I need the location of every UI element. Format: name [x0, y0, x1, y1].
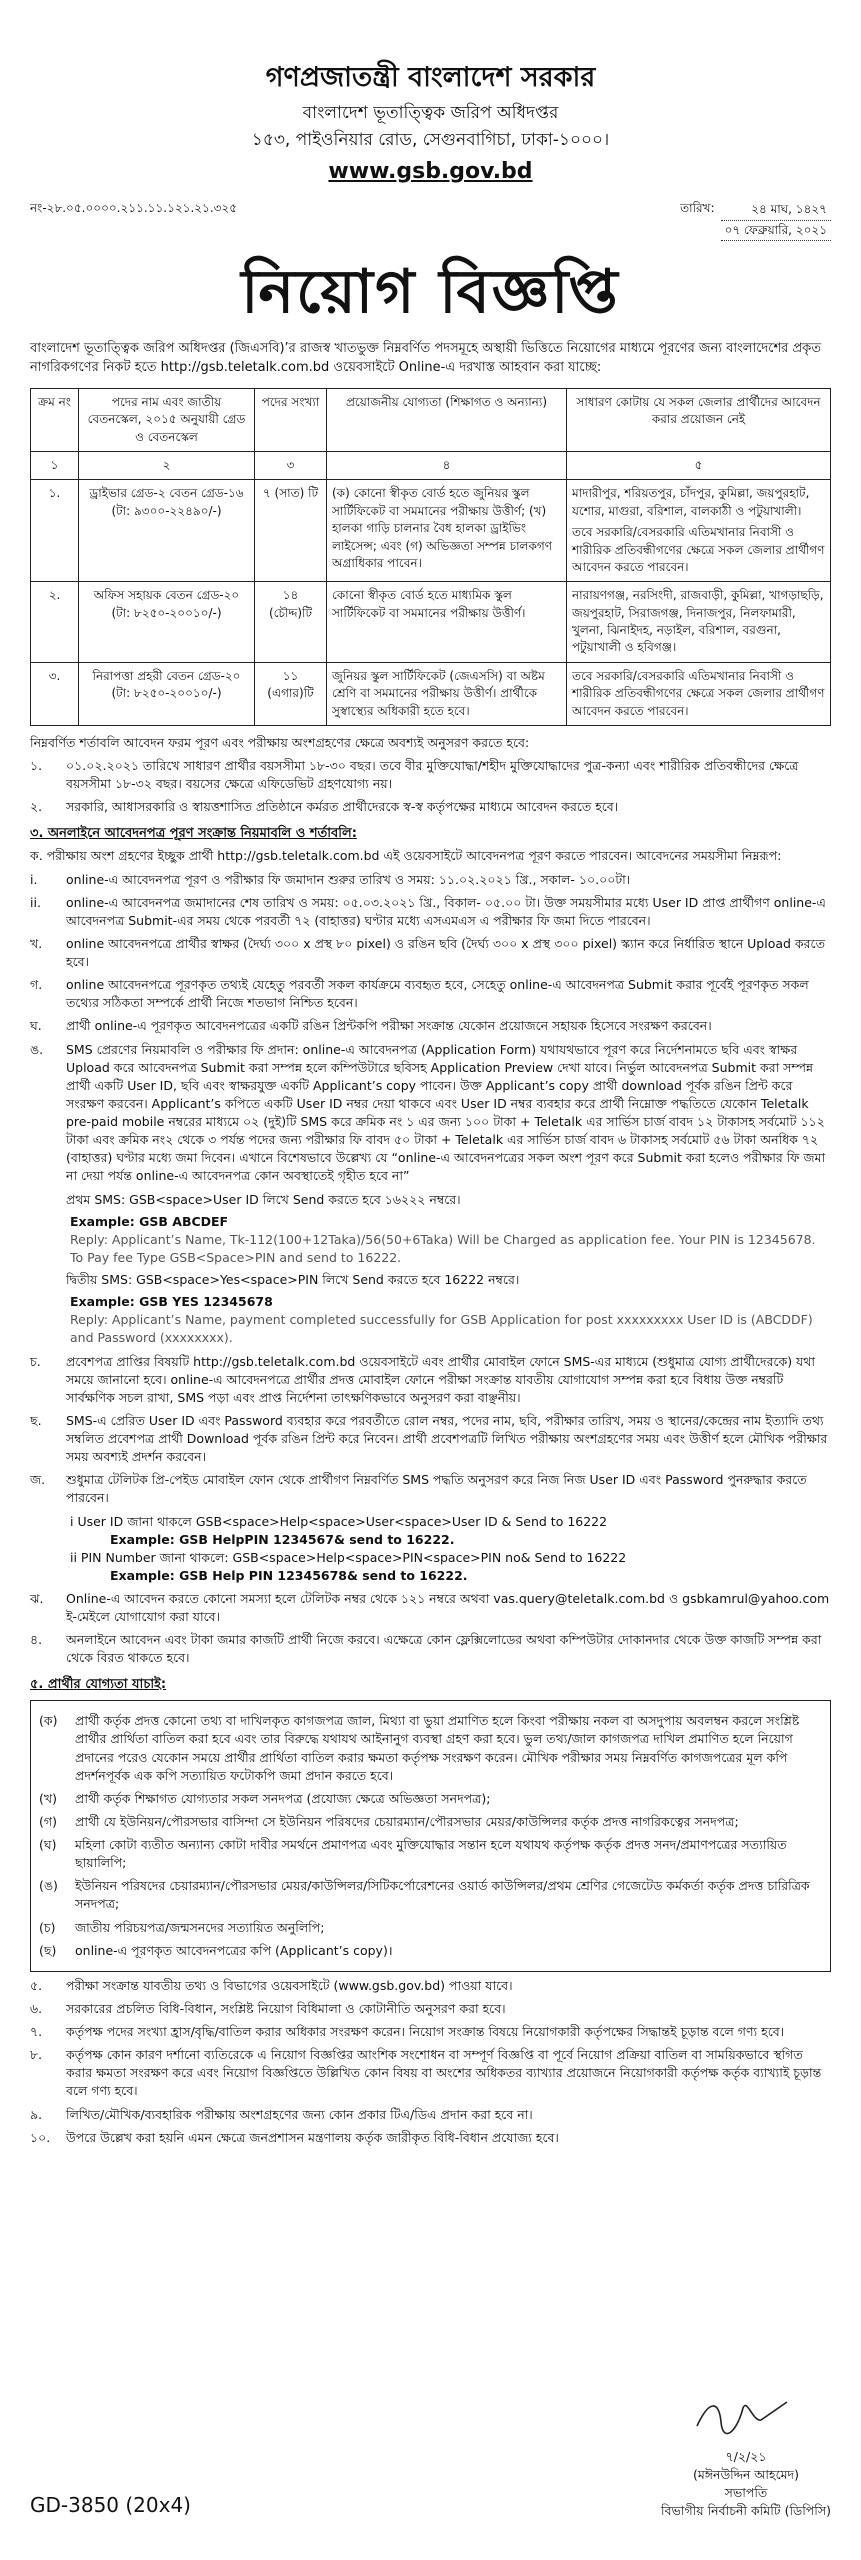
row-serial: ১. — [31, 480, 79, 582]
item-mark: (চ) — [39, 1919, 56, 1935]
item-mark: (ঘ) — [39, 1837, 57, 1853]
list-item — [30, 976, 831, 1012]
item-mark: ১. — [30, 758, 43, 774]
item-text: লিখিত/মৌখিক/ব্যবহারিক পরীক্ষায় অংশগ্রহণের জন্য কোন প্রকার টিএ/ডিএ প্রদান করা হবে না। — [66, 2106, 533, 2122]
item-text: online-এ আবেদনপত্র পূরণ ও পরীক্ষার ফি জমাদান শুরুর তারিখ ও সময়: ১১.০২.২০২১ খ্রি., সকাল- ১০.০০টা। — [66, 871, 631, 887]
item-text: প্রার্থী যে ইউনিয়ন/পৌরসভার বাসিন্দা সে ইউনিয়ন পরিষদের চেয়ারম্যান/পৌরসভার মেয়র/কাউন্সিলর কর্তৃক প্রদত্ত নাগরিকত্বের সনদপত্র; — [75, 1813, 739, 1829]
row-post: অফিস সহায়ক বেতন গ্রেড-২০ (টা: ৮২৫০-২০০১০/-) — [79, 582, 255, 663]
row-districts: মাদারীপুর, শরিয়তপুর, চাঁদপুর, কুমিল্লা, জয়পুরহাট, যশোর, মাগুরা, বরিশাল, বালকাঠী ও পটুয়াখালী। — [572, 486, 810, 518]
recovery-ii-example: Example: GSB Help PIN 12345678& send to 16222. — [110, 1567, 468, 1583]
item-mark: ৮. — [30, 2047, 43, 2063]
row-serial: ২. — [31, 582, 79, 663]
item-text: কর্তৃপক্ষ কোন কারণ দর্শানো ব্যতিরেকে এ নিয়োগ বিজ্ঞপ্তির আংশিক সংশোধন বা সম্পূর্ণ বিজ্ঞপ্তি বা পূর্বে নিয়োগ প্রক্রিয়া বাতিল বা সাময়িকভাবে স্থগিত করার ক্ষমতা সংরক্ষণ করে এবং নিয়োগ বিজ্ঞপ্তিতে উল্লিখিত কোন বিষয় বা অংশের অধিকতর ব্যাখ্যার প্রয়োজনে নিয়োগকারী কর্তৃপক্ষ কর্তৃক ব্যাখ্যাই চূড়ান্ত বলে গণ্য হবে। — [66, 2047, 822, 2099]
website-link[interactable]: www.gsb.gov.bd — [328, 159, 533, 185]
item-text: সরকারের প্রচলিত বিধি-বিধান, সংশ্লিষ্ট নিয়োগ বিধিমালা ও কোটানীতি অনুসরণ করা হবে। — [66, 2000, 506, 2016]
item-mark: (ক) — [39, 1713, 58, 1729]
item-text: online-এ পূরণকৃত আবেদনপত্রের কপি (Applicant’s copy)। — [75, 1942, 393, 1958]
reference-row — [30, 200, 831, 241]
rules3-list — [30, 1590, 831, 1668]
list-item — [30, 1412, 831, 1466]
online-heading: ৩. অনলাইনে আবেদনপত্র পূরণ সংক্রান্ত নিয়মাবলি ও শর্তাবলি: — [30, 825, 357, 841]
signature-date: ৭/২/২১ — [725, 2448, 767, 2464]
sms-first-reply: Reply: Applicant’s Name, Tk-112(100+12Taka)/56(50+6Taka) Will be Charged as application fee. Your PIN is 12345678. To Pay fee Type GSB<Space>PIN and send to 16222. — [70, 1231, 816, 1265]
list-item — [30, 1631, 831, 1667]
item-text: online-এ আবেদনপত্র জমাদানের শেষ তারিখ ও সময়: ০৫.০৩.২০২১ খ্রি., বিকাল- ০৫.০০ টা। উক্ত সময়সীমার মধ্যে User ID প্রাপ্ত প্রার্থীগণ online-এ আবেদনপত্র Submit-এর সময় থেকে পরবর্তী ৭২ (বাহাত্তর) ঘণ্টার মধ্যে এসএমএস এ পরীক্ষার ফি জমা দিতে পারবেন। — [66, 894, 826, 928]
col-header-post: পদের নাম এবং জাতীয় বেতনস্কেল, ২০১৫ অনুযায়ী গ্রেড ও বেতনস্কেল — [79, 388, 255, 451]
list-item — [30, 871, 831, 889]
gd-code: GD-3850 (20x4) — [30, 2493, 191, 2517]
item-text: online আবেদনপত্রে প্রার্থীর স্বাক্ষর (দৈর্ঘ্য ৩০০ x প্রস্থ ৮০ pixel) ও রঙিন ছবি (দৈর্ঘ্য ৩০০ x প্রস্থ ৩০০ pixel) স্ক্যান করে নির্ধারিত স্থানে Upload করতে হবে। — [66, 935, 825, 969]
item-text: কর্তৃপক্ষ পদের সংখ্যা হ্রাস/বৃদ্ধি/বাতিল করার অধিকার সংরক্ষণ করেন। নিয়োগ সংক্রান্ত বিষয়ে নিয়োগকারী কর্তৃপক্ষের সিদ্ধান্তই চূড়ান্ত বলে গণ্য হবে। — [66, 2024, 785, 2040]
item-mark: ছ. — [30, 1412, 42, 1428]
table-row — [31, 480, 831, 582]
col-number: ১ — [31, 451, 79, 479]
item-text: ০১.০২.২০২১ তারিখে সাধারণ প্রার্থীর বয়সসীমা ১৮-৩০ বছর। তবে বীর মুক্তিযোদ্ধা/শহীদ মুক্তিযোদ্ধাদের পুত্র-কন্যা এবং শারীরিক প্রতিবন্ধীদের ক্ষেত্রে বয়সসীমা ১৮-৩২ বছর। বয়সের ক্ষেত্রে এফিডেভিট গ্রহণযোগ্য নয়। — [66, 758, 799, 792]
list-item — [30, 1041, 831, 1186]
list-item — [39, 1712, 822, 1785]
item-text: Online-এ আবেদন করতে কোনো সমস্যা হলে টেলিটক নম্বর থেকে ১২১ নম্বরে অথবা vas.query@teletalk.com.bd ও gsbkamrul@yahoo.com ই-মেইলে যোগাযোগ করা যাবে। — [66, 1591, 830, 1625]
item-mark: ৫. — [30, 1977, 43, 1993]
online-apply-text: ক. পরীক্ষায় অংশ গ্রহণের ইচ্ছুক প্রার্থী http://gsb.teletalk.com.bd এই ওয়েবসাইটে আবেদনপত্র পূরণ করতে পারবেন। আবেদনের সময়সীমা নিম্নরূপ: — [30, 848, 782, 864]
table-header-row — [31, 388, 831, 451]
list-item — [30, 1471, 831, 1507]
item-text: অনলাইনে আবেদন এবং টাকা জমার কাজটি প্রার্থী নিজে করবে। এক্ষেত্রে কোন ফ্লেক্সিলোডের অথবা কম্পিউটার দোকানদার থেকে উক্ত কাজটি সম্পন্ন করা থেকে বিরত থাকতে হবে। — [66, 1632, 822, 1666]
row-districts: নারায়ণগঞ্জ, নরসিংদী, রাজবাড়ী, কুমিল্লা, খাগড়াছড়ি, জয়পুরহাট, সিরাজগঞ্জ, দিনাজপুর, নিলফামারী, খুলনা, ঝিনাইদহ, নড়াইল, বরিশাল, বরগুনা, পটুয়াখালী ও হবিগঞ্জ। — [567, 582, 831, 663]
list-item — [39, 1836, 822, 1872]
list-item — [39, 1877, 822, 1913]
col-number: ৫ — [567, 451, 831, 479]
memo-number: নং-২৮.০৫.০০০০.২১১.১১.১২১.২১.৩২৫ — [30, 201, 238, 216]
item-mark: (ছ) — [39, 1942, 57, 1958]
item-text: উপরে উল্লেখ করা হয়নি এমন ক্ষেত্রে জনপ্রশাসন মন্ত্রণালয় কর্তৃক জারীকৃত বিধি-বিধান প্রযোজ্য হবে। — [66, 2129, 559, 2145]
list-item — [30, 1590, 831, 1626]
notice-intro: বাংলাদেশ ভূতাত্ত্বিক জরিপ অধিদপ্তর (জিএসবি)’র রাজস্ব খাতভুক্ত নিম্নবর্ণিত পদসমূহে অস্থায়ী ভিত্তিতে নিয়োগের মাধ্যমে পূরণের জন্য বাংলাদেশের প্রকৃত নাগরিকগণের নিকট হতে http://gsb.teletalk.com.bd ওয়েবসাইটে Online-এ দরখাস্ত আহবান করা যাচ্ছে: — [30, 341, 822, 375]
final-points-list — [30, 1977, 831, 2147]
item-mark: ৬. — [30, 2000, 43, 2016]
item-mark: (খ) — [39, 1790, 57, 1806]
row-serial: ৩. — [31, 662, 79, 725]
timeline-list — [30, 871, 831, 930]
item-mark: ঙ. — [30, 1041, 44, 1057]
notice-footer — [30, 2392, 831, 2520]
item-mark: ৪. — [30, 1632, 43, 1648]
sms-second-reply: Reply: Applicant’s Name, payment completed successfully for GSB Application for post xxxxxxxxx User ID is (ABCDDF) and Password (xxxxxxxx). — [70, 1312, 813, 1346]
recovery-ii-text: ii PIN Number জানা থাকলে: GSB<space>Help<space>PIN<space>PIN no& Send to 16222 — [70, 1549, 627, 1565]
row-qualification: কোনো স্বীকৃত বোর্ড হতে মাধ্যমিক স্কুল সার্টিফিকেট বা সমমানের পরীক্ষায় উত্তীর্ণ। — [327, 582, 567, 663]
row-post: নিরাপত্তা প্রহরী বেতন গ্রেড-২০ (টা: ৮২৫০-২০০১০/-) — [79, 662, 255, 725]
department-name: বাংলাদেশ ভূতাত্ত্বিক জরিপ অধিদপ্তর — [302, 103, 559, 124]
date-label: তারিখ: — [680, 201, 715, 216]
sms-first-label: প্রথম SMS: GSB<space>User ID লিখে Send করতে হবে ১৬২২২ নম্বরে। — [66, 1191, 461, 1207]
signer-committee: বিভাগীয় নির্বাচনী কমিটি (ডিপিসি) — [661, 2502, 831, 2518]
item-text: ইউনিয়ন পরিষদের চেয়ারম্যান/পৌরসভার মেয়র/কাউন্সিলর/সিটিকর্পোরেশনের ওয়ার্ড কাউন্সিলর/প্রথম শ্রেণির গেজেটেড কর্মকর্তা কর্তৃক প্রদত্ত চারিত্রিক সনদপত্র; — [75, 1878, 810, 1912]
item-text: SMS-এ প্রেরিত User ID এবং Password ব্যবহার করে পরবর্তীতে রোল নম্বর, পদের নাম, ছবি, পরীক্ষার তারিখ, সময় ও স্থানের/কেন্দ্রের নাম ইত্যাদি তথ্য সম্বলিত প্রবেশপত্র প্রার্থী Download পূর্বক রঙিন প্রিন্ট করে নিবেন। প্রার্থী প্রবেশপত্রটি লিখিত পরীক্ষায় অংশগ্রহণের সময় এবং উত্তীর্ণ হলে মৌখিক পরীক্ষার সময় অবশ্যই প্রদর্শন করবেন। — [66, 1412, 828, 1465]
row-qualification: জুনিয়র স্কুল সার্টিফিকেট (জেএসসি) বা অষ্টম শ্রেণি বা সমমানের পরীক্ষায় উত্তীর্ণ। প্রার্থীকে সুস্বাস্থ্যের অধিকারী হতে হবে। — [327, 662, 567, 725]
item-mark: ২. — [30, 799, 43, 815]
item-text: প্রবেশপত্র প্রাপ্তির বিষয়টি http://gsb.teletalk.com.bd ওয়েবসাইটে এবং প্রার্থীর মোবাইল ফোনে SMS-এর মাধ্যমে (শুধুমাত্র যোগ্য প্রার্থীদেরকে) যথা সময়ে জানানো হবে। online-এ আবেদনপত্রে প্রার্থীর প্রদত্ত মোবাইল ফোনে পরীক্ষা সংক্রান্ত যাবতীয় যোগাযোগ সম্পন্ন করা হবে বিধায় উক্ত নম্বরটি সার্বক্ষণিক সচল রাখা, SMS পড়া এবং প্রাপ্ত নির্দেশনা তাৎক্ষণিকভাবে অনুসরণ করা বাঞ্ছনীয়। — [66, 1353, 815, 1405]
date-english: ০৭ ফেব্রুয়ারি, ২০২১ — [721, 221, 831, 241]
item-mark: খ. — [30, 935, 43, 951]
row-districts-cell — [567, 480, 831, 582]
item-mark: চ. — [30, 1353, 41, 1369]
item-mark: (ঙ) — [39, 1878, 58, 1894]
notice-title: নিয়োগ বিজ্ঞপ্তি — [241, 257, 620, 328]
date-bangla: ২৪ মাঘ, ১৪২৭ — [721, 200, 831, 220]
list-item — [30, 2000, 831, 2018]
recovery-i-example: Example: GSB HelpPIN 1234567& send to 16222. — [110, 1531, 455, 1547]
list-item — [30, 757, 831, 793]
item-mark: i. — [30, 871, 38, 887]
item-text: মহিলা কোটা ব্যতীত অন্যান্য কোটা দাবীর সমর্থনে প্রমাণপত্র এবং মুক্তিযোদ্ধার সন্তান হলে যথাযথ কর্তৃপক্ষ কর্তৃক প্রদত্ত সনদ/প্রমাণপত্রের সত্যায়িত ছায়ালিপি; — [75, 1837, 787, 1871]
item-text: শুধুমাত্র টেলিটক প্রি-পেইড মোবাইল ফোন থেকে প্রার্থীগণ নিম্নবর্ণিত SMS পদ্ধতি অনুসরণ করে নিজ নিজ User ID এবং Password পুনরুদ্ধার করতে পারবেন। — [66, 1472, 807, 1506]
item-mark: (গ) — [39, 1813, 57, 1829]
col-header-qualification: প্রয়োজনীয় যোগ্যতা (শিক্ষাগত ও অন্যান্য) — [327, 388, 567, 451]
item-mark: জ. — [30, 1472, 46, 1488]
column-number-row — [31, 451, 831, 479]
item-text: জাতীয় পরিচয়পত্র/জন্মসনদের সত্যায়িত অনুলিপি; — [75, 1919, 325, 1935]
sms-second-example: Example: GSB YES 12345678 — [70, 1294, 273, 1310]
col-number: ৩ — [255, 451, 327, 479]
signer-name: (মঈনউদ্দিন আহমেদ) — [693, 2466, 799, 2482]
recovery-i-text: i User ID জানা থাকলে GSB<space>Help<space>User<space>User ID & Send to 16222 — [70, 1513, 608, 1529]
table-row — [31, 582, 831, 663]
row-districts-note: তবে সরকারি/বেসরকারি এতিমখানার নিবাসী ও শারীরিক প্রতিবন্ধীগণের ক্ষেত্রে সকল জেলার প্রার্থীগণ আবেদন করতে পারবেন। — [572, 525, 825, 574]
table-row — [31, 662, 831, 725]
col-header-serial: ক্রম নং — [31, 388, 79, 451]
list-item — [30, 894, 831, 930]
verification-list — [39, 1712, 822, 1960]
sms-second-label: দ্বিতীয় SMS: GSB<space>Yes<space>PIN লিখে Send করতে হবে 16222 নম্বরে। — [66, 1272, 520, 1287]
verification-box — [30, 1700, 831, 1972]
department-address: ১৫৩, পাইওনিয়ার রোড, সেগুনবাগিচা, ঢাকা-১০০০। — [251, 129, 610, 150]
row-count: ১৪ (চৌদ্দ)টি — [255, 582, 327, 663]
item-text: পরীক্ষা সংক্রান্ত যাবতীয় তথ্য ও বিভাগের ওয়েবসাইটে (www.gsb.gov.bd) পাওয়া যাবে। — [66, 1977, 513, 1993]
list-item — [30, 1017, 831, 1035]
list-item — [39, 1919, 822, 1937]
list-item — [39, 1942, 822, 1960]
item-text: প্রার্থী কর্তৃক প্রদত্ত কোনো তথ্য বা দাখিলকৃত কাগজপত্র জাল, মিথ্যা বা ভুয়া প্রমাণিত হলে কিংবা পরীক্ষায় নকল বা অসদুপায় অবলম্বন করলে সংশ্লিষ্ট প্রার্থীর প্রার্থিতা বাতিল করা হবে এবং তার বিরুদ্ধে যথাযথ আইনানুগ ব্যবস্থা গ্রহণ করা হবে। ভুল তথ্য/জাল কাগজপত্র দাখিল প্রমাণিত হলে নিয়োগ প্রদানের পরেও যেকোন সময়ে প্রার্থীর প্রার্থিতা বাতিল করার ক্ষমতা কর্তৃপক্ষ সংরক্ষণ করেন। মৌখিক পরীক্ষার সময় নিম্নবর্ণিত কাগজপত্রের মূল কপি প্রদর্শনপূর্বক এক কপি সত্যায়িত ফটোকপি জমা প্রদান করতে হবে। — [75, 1713, 800, 1783]
list-item — [39, 1790, 822, 1808]
rules2-list — [30, 1353, 831, 1508]
item-text: প্রার্থী online-এ পূরণকৃত আবেদনপত্রের একটি রঙিন প্রিন্টকপি পরীক্ষা সংক্রান্ত যেকোন প্রয়োজনে সহায়ক হিসেবে সংরক্ষণ করবেন। — [66, 1018, 712, 1034]
item-mark: ৯. — [30, 2106, 43, 2122]
signature-mark-icon — [691, 2392, 801, 2438]
item-text: সরকারি, আধাসরকারি ও স্বায়ত্তশাসিত প্রতিষ্ঠানে কর্মরত প্রার্থীদেরকে স্ব-স্ব কর্তৃপক্ষের মাধ্যমে আবেদন করতে হবে। — [66, 799, 619, 815]
item-mark: গ. — [30, 977, 43, 993]
government-name: গণপ্রজাতন্ত্রী বাংলাদেশ সরকার — [265, 62, 596, 93]
sms-first-example: Example: GSB ABCDEF — [70, 1213, 229, 1229]
list-item — [30, 798, 831, 816]
rules-list — [30, 935, 831, 1186]
list-item — [30, 2106, 831, 2124]
list-item — [30, 1977, 831, 1995]
row-districts-note: তবে সরকারি/বেসরকারি এতিমখানার নিবাসী ও শারীরিক প্রতিবন্ধীগণের ক্ষেত্রে সকল জেলার প্রার্থীগণ আবেদন করতে পারবেন। — [567, 662, 831, 725]
list-item — [30, 2046, 831, 2100]
col-number: ২ — [79, 451, 255, 479]
item-text: SMS প্রেরণের নিয়মাবলি ও পরীক্ষার ফি প্রদান: online-এ আবেদনপত্র (Application Form) যথাযথভাবে পূরণ করে নির্দেশনামতে ছবি এবং স্বাক্ষর Upload করে আবেদনপত্র Submit করা সম্পন্ন হলে কম্পিউটারে ছবিসহ Application Preview দেখা যাবে। নির্ভুল আবেদনপত্র Submit করা সম্পন্ন প্রার্থী একটি User ID, ছবি এবং স্বাক্ষরযুক্ত একটি Applicant’s copy পাবেন। উক্ত Applicant’s copy প্রার্থী download পূর্বক রঙিন প্রিন্ট করে সংরক্ষণ করবেন। Applicant’s কপিতে একটি User ID নম্বর দেয়া থাকবে এবং User ID নম্বর ব্যবহার করে প্রার্থী নিম্নোক্ত পদ্ধতিতে যেকোন Teletalk pre-paid mobile নম্বরের মাধ্যমে ০২ (দুই)টি SMS করে ক্রমিক নং ১ এর জন্য ১০০ টাকা + Teletalk এর সার্ভিস চার্জ বাবদ ১২ টাকাসহ সর্বমোট ১১২ টাকা এবং ক্রমিক নং২ থেকে ৩ পর্যন্ত পদের জন্য পরীক্ষার ফি বাবদ ৫০ টাকা + Teletalk এর সার্ভিস চার্জ বাবদ ৬ টাকাসহ সর্বমোট ৫৬ টাকা অনধিক ৭২ (বাহাত্তর) ঘণ্টার মধ্যে জমা দিবেন। এখানে বিশেষভাবে উল্লেখ্য যে “online-এ আবেদনপত্রের সকল অংশ পূরণ করে Submit করা হলেও পরীক্ষার ফি জমা না দেয়া পর্যন্ত online-এ আবেদনপত্র কোন অবস্থাতেই গৃহীত হবে না” — [66, 1041, 826, 1184]
date-block — [721, 200, 831, 241]
verification-heading: ৫. প্রার্থীর যোগ্যতা যাচাই: — [30, 1676, 167, 1692]
list-item — [30, 1353, 831, 1407]
list-item — [30, 935, 831, 971]
row-qualification: (ক) কোনো স্বীকৃত বোর্ড হতে জুনিয়র স্কুল সার্টিফিকেট বা সমমানের পরীক্ষায় উত্তীর্ণ; (খ) হালকা গাড়ি চালনার বৈধ হালকা ড্রাইভিং লাইসেন্স; এবং (গ) অভিজ্ঞতা সম্পন্ন চালকগণ অগ্রাধিকার পাবেন। — [327, 480, 567, 582]
item-text: প্রার্থী কর্তৃক শিক্ষাগত যোগ্যতার সকল সনদপত্র (প্রযোজ্য ক্ষেত্রে অভিজ্ঞতা সনদপত্র); — [75, 1790, 491, 1806]
item-mark: ঝ. — [30, 1591, 44, 1606]
list-item — [39, 1813, 822, 1831]
list-item — [30, 2023, 831, 2041]
row-count: ১১ (এগার)টি — [255, 662, 327, 725]
list-item — [30, 2129, 831, 2147]
item-mark: ৭. — [30, 2024, 43, 2040]
row-count: ৭ (সাত) টি — [255, 480, 327, 582]
signer-title: সভাপতি — [724, 2484, 768, 2500]
col-header-districts: সাধারণ কোটায় যে সকল জেলার প্রার্থীদের আবেদন করার প্রয়োজন নেই — [567, 388, 831, 451]
col-header-count: পদের সংখ্যা — [255, 388, 327, 451]
letterhead — [30, 58, 831, 188]
conditions-intro: নিম্নবর্ণিত শর্তাবলি আবেদন ফরম পূরণ এবং পরীক্ষায় অংশগ্রহণের ক্ষেত্রে অবশ্যই অনুসরণ করতে হবে: — [30, 735, 530, 751]
item-mark: ১০. — [30, 2129, 51, 2145]
row-post: ড্রাইভার গ্রেড-২ বেতন গ্রেড-১৬ (টা: ৯৩০০-২২৪৯০/-) — [79, 480, 255, 582]
item-mark: ঘ. — [30, 1018, 42, 1034]
conditions-list — [30, 757, 831, 816]
signature-block — [661, 2392, 831, 2520]
posts-table — [30, 388, 831, 726]
item-mark: ii. — [30, 894, 41, 910]
item-text: online আবেদনপত্রে পূরণকৃত তথ্যই যেহেতু পরবর্তী সকল কার্যক্রমে ব্যবহৃত হবে, সেহেতু online-এ আবেদনপত্র Submit করার পূর্বেই পূরণকৃত সকল তথ্যের সঠিকতা সম্পর্কে প্রার্থী নিজে শতভাগ নিশ্চিত হবেন। — [66, 977, 809, 1011]
col-number: ৪ — [327, 451, 567, 479]
